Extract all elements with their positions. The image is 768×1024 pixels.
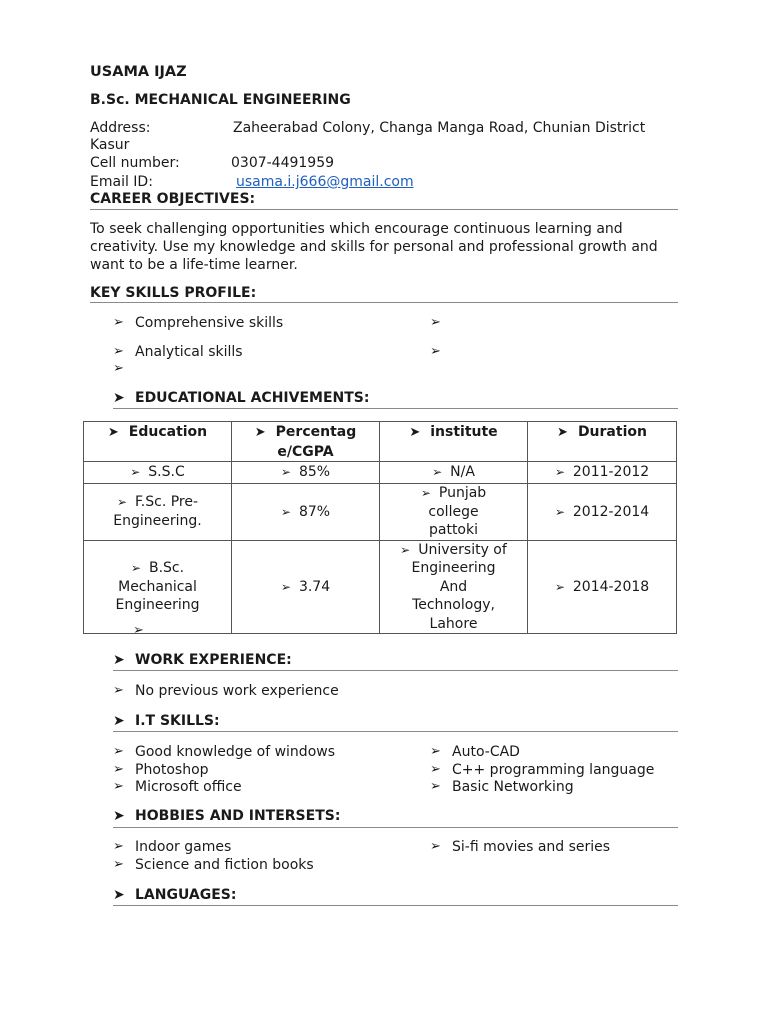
bullet-arrow-icon: ➢ [280,465,291,480]
bullet-arrow-icon: ➢ [432,465,443,480]
table-header-row [84,422,677,462]
hobbies-heading: HOBBIES AND INTERSETS: [135,808,341,824]
address-label: Address: [90,120,151,136]
heading-arrow-icon: ➤ [254,425,266,440]
work-item: No previous work experience [135,683,339,699]
hobby-item: Indoor games [135,839,232,855]
section-rule [90,209,678,210]
bullet-arrow-icon: ➢ [554,504,565,519]
heading-arrow-icon: ➤ [113,808,125,824]
career-line-2: creativity. Use my knowledge and skills for personal and professional growth and [90,239,658,255]
col-header-percentage: ➤ Percentag e/CGPA [232,422,380,462]
section-rule [113,731,678,732]
heading-arrow-icon: ➤ [107,425,119,440]
it-skill-item: Good knowledge of windows [135,744,336,760]
bullet-arrow-icon: ➢ [280,504,291,519]
email-label: Email ID: [90,174,153,190]
bullet-arrow-icon: ➢ [430,779,441,794]
bullet-arrow-icon: ➢ [116,495,127,510]
bullet-arrow-icon: ➢ [430,315,441,330]
table-row [84,462,677,484]
bullet-arrow-icon: ➢ [113,361,124,376]
cell-institute: ➢ N/A [380,462,528,484]
heading-arrow-icon: ➤ [113,713,125,729]
bullet-arrow-icon: ➢ [430,762,441,777]
heading-arrow-icon: ➤ [113,390,125,406]
section-rule [113,670,678,671]
cell-institute: ➢ Punjab college pattoki [380,484,528,541]
bullet-arrow-icon: ➢ [430,744,441,759]
candidate-name: USAMA IJAZ [90,64,187,80]
cell-label: Cell number: [90,155,180,171]
heading-arrow-icon: ➤ [113,652,125,668]
bullet-arrow-icon: ➢ [130,465,141,480]
bullet-arrow-icon: ➢ [113,839,124,854]
cell-duration: ➢ 2012-2014 [528,484,677,541]
email-link[interactable]: usama.i.j666@gmail.com [236,174,414,190]
cell-education: ➢ B.Sc. Mechanical Engineering [84,540,232,634]
bullet-arrow-icon: ➢ [420,486,431,500]
bullet-arrow-icon: ➢ [113,344,124,359]
cell-duration: ➢ 2011-2012 [528,462,677,484]
education-table [83,421,677,634]
cell-education: ➢ S.S.C [84,462,232,484]
bullet-arrow-icon: ➢ [130,561,141,575]
heading-arrow-icon: ➤ [113,887,125,903]
career-heading: CAREER OBJECTIVES: [90,191,256,207]
bullet-arrow-icon: ➢ [113,744,124,759]
bullet-arrow-icon: ➢ [554,465,565,480]
bullet-arrow-icon: ➢ [400,542,411,557]
cell-percentage: ➢ 87% [232,484,380,541]
section-rule [113,905,678,906]
it-skill-item: Auto-CAD [452,744,520,760]
address-continuation: Kasur [90,137,130,153]
address-value: Zaheerabad Colony, Changa Manga Road, Chunian District [233,120,646,136]
education-heading: EDUCATIONAL ACHIVEMENTS: [135,390,370,406]
col-header-duration: ➤ Duration [528,422,677,462]
bullet-arrow-icon: ➢ [113,857,124,872]
degree-title: B.Sc. MECHANICAL ENGINEERING [90,92,351,108]
cell-percentage: ➢ 3.74 [232,540,380,634]
table-row [84,540,677,634]
col-header-education: ➤ Education [84,422,232,462]
cell-percentage: ➢ 85% [232,462,380,484]
bullet-arrow-icon: ➢ [113,683,124,698]
key-skills-heading: KEY SKILLS PROFILE: [90,285,257,301]
heading-arrow-icon: ➤ [409,425,421,440]
key-skill-item: Comprehensive skills [135,315,284,331]
hobby-item: Si-fi movies and series [452,839,611,855]
it-skills-heading: I.T SKILLS: [135,713,220,729]
table-row [84,484,677,541]
bullet-arrow-icon: ➢ [113,315,124,330]
bullet-arrow-icon: ➢ [430,839,441,854]
bullet-arrow-icon: ➢ [430,344,441,359]
cell-education: ➢ F.Sc. Pre- Engineering. [84,484,232,541]
col-header-institute: ➤ institute [380,422,528,462]
bullet-arrow-icon: ➢ [113,762,124,777]
work-heading: WORK EXPERIENCE: [135,652,292,668]
cell-institute: ➢ University of Engineering And Technology, Lahore [380,540,528,634]
it-skill-item: C++ programming language [452,762,655,778]
career-line-3: want to be a life-time learner. [90,257,298,273]
languages-heading: LANGUAGES: [135,887,237,903]
cell-value: 0307-4491959 [231,155,335,171]
bullet-arrow-icon: ➢ [280,579,291,594]
key-skill-item: Analytical skills [135,344,243,360]
bullet-arrow-icon: ➢ [113,779,124,794]
it-skill-item: Photoshop [135,762,209,778]
it-skill-item: Basic Networking [452,779,574,795]
section-rule [113,408,678,409]
section-rule [113,827,678,828]
hobby-item: Science and fiction books [135,857,314,873]
it-skill-item: Microsoft office [135,779,242,795]
section-rule [90,302,678,303]
bullet-arrow-icon: ➢ [133,623,144,638]
career-line-1: To seek challenging opportunities which encourage continuous learning and [90,221,623,237]
bullet-arrow-icon: ➢ [554,579,565,594]
cell-duration: ➢ 2014-2018 [528,540,677,634]
heading-arrow-icon: ➤ [557,425,568,440]
